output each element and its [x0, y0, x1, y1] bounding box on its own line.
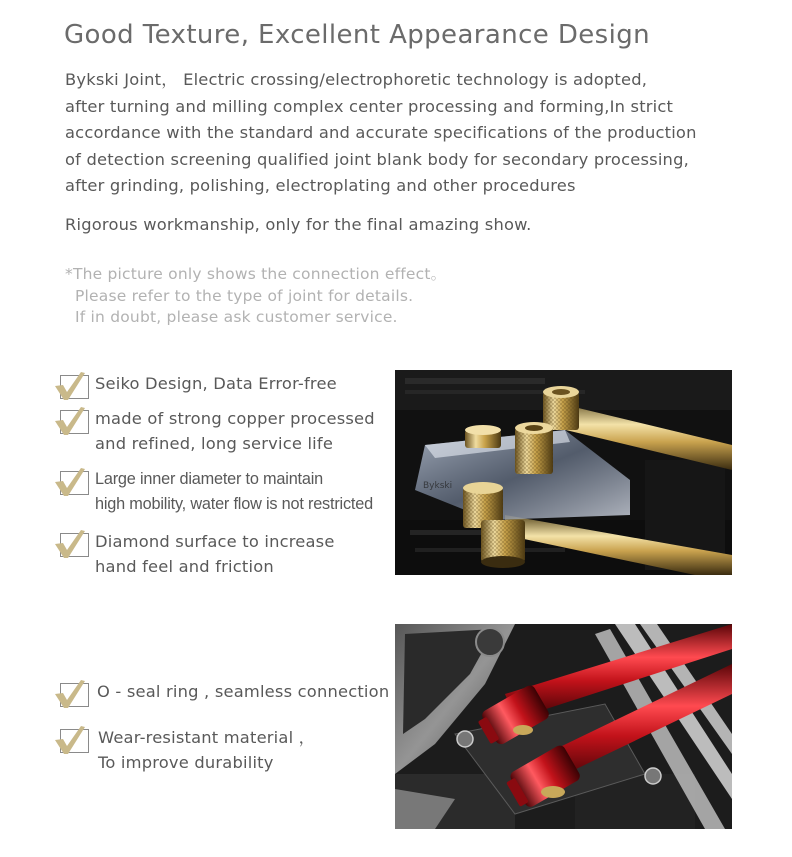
description-paragraph [65, 67, 697, 200]
checkmark-icon [54, 406, 90, 436]
feature-line: Large inner diameter to maintain [95, 470, 324, 488]
checkmark-icon [54, 529, 90, 559]
checkmark-icon [54, 725, 90, 755]
checkmark-icon [54, 467, 90, 497]
feature-line: and refined, long service life [95, 434, 334, 453]
feature-line: To improve durability [98, 753, 274, 772]
feature-text [95, 406, 375, 456]
description-line: after turning and milling complex center processing and forming,In strict [65, 96, 674, 116]
feature-line: Seiko Design, Data Error-free [95, 374, 337, 393]
disclaimer-note [65, 264, 446, 329]
description-line: Bykski Joint， Electric crossing/electrophoretic technology is adopted, [65, 70, 648, 89]
feature-text [97, 679, 389, 704]
feature-text [95, 467, 373, 517]
tagline-text: Rigorous workmanship, only for the final amazing show. [65, 215, 532, 234]
note-line: *The picture only shows the connection effect。 [65, 265, 447, 283]
feature-line: Wear-resistant material ， [98, 728, 316, 747]
feature-line: hand feel and friction [95, 557, 274, 576]
feature-line: high mobility, water flow is not restricted [95, 495, 373, 513]
feature-text [95, 529, 335, 579]
checkmark-icon [54, 679, 90, 709]
description-line: of detection screening qualified joint blank body for secondary processing, [65, 149, 689, 169]
red-fitting-photo [395, 624, 732, 829]
checkmark-icon [54, 371, 90, 401]
page-title: Good Texture, Excellent Appearance Design [64, 20, 651, 50]
svg-text:Bykski: Bykski [423, 481, 453, 491]
feature-line: O - seal ring , seamless connection [97, 682, 390, 701]
feature-line: Diamond surface to increase [95, 532, 335, 551]
description-line: accordance with the standard and accurate specifications of the production [65, 123, 697, 142]
note-line: Please refer to the type of joint for details. [75, 286, 414, 305]
brass-fitting-photo [395, 370, 732, 575]
description-line: after grinding, polishing, electroplating and other procedures [65, 176, 576, 195]
feature-text [95, 371, 337, 396]
feature-text [98, 725, 315, 775]
feature-line: made of strong copper processed [95, 409, 375, 428]
tagline [65, 212, 532, 239]
note-line: If in doubt, please ask customer service. [75, 308, 398, 326]
